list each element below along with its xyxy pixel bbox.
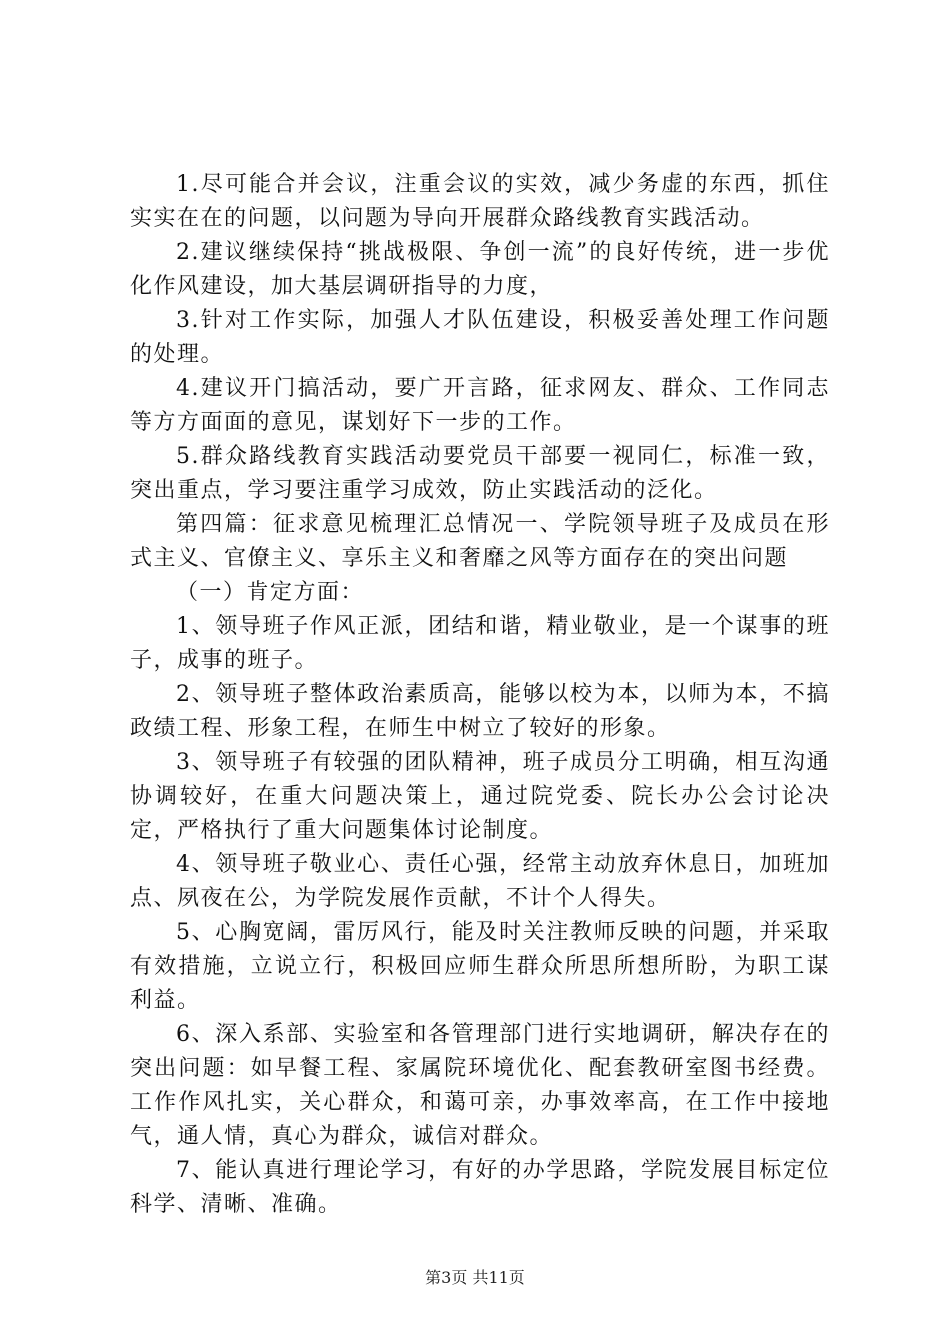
list-item-7: 7、能认真进行理论学习，有好的办学思路，学院发展目标定位科学、清晰、准确。 — [130, 1158, 830, 1217]
paragraph-5: 5.群众路线教育实践活动要党员干部要一视同仁，标准一致，突出重点，学习要注重学习成效，防止实践活动的泛化。 — [130, 444, 830, 503]
paragraph-2: 2.建议继续保持“挑战极限、争创一流”的良好传统，进一步优化作风建设，加大基层调研指导的力度， — [130, 240, 830, 299]
page-number-footer: 第3页 共11页 — [425, 1268, 525, 1287]
paragraph-1: 1.尽可能合并会议，注重会议的实效，减少务虚的东西，抓住实实在在的问题，以问题为导向开展群众路线教育实践活动。 — [130, 172, 830, 231]
list-item-5: 5、心胸宽阔，雷厉风行，能及时关注教师反映的问题，并采取有效措施，立说立行，积极回应师生群众所思所想所盼，为职工谋利益。 — [130, 920, 830, 1013]
list-item-6: 6、深入系部、实验室和各管理部门进行实地调研，解决存在的突出问题：如早餐工程、家属院环境优化、配套教研室图书经费。工作作风扎实，关心群众，和蔼可亲，办事效率高，在工作中接地气，通人情，真心为群众，诚信对群众。 — [130, 1022, 830, 1149]
list-item-3: 3、领导班子有较强的团队精神，班子成员分工明确，相互沟通协调较好，在重大问题决策上，通过院党委、院长办公会讨论决定，严格执行了重大问题集体讨论制度。 — [130, 750, 830, 843]
document-body — [130, 168, 830, 1222]
paragraph-3: 3.针对工作实际，加强人才队伍建设，积极妥善处理工作问题的处理。 — [130, 308, 830, 367]
list-item-4: 4、领导班子敬业心、责任心强，经常主动放弃休息日，加班加点、夙夜在公，为学院发展作贡献，不计个人得失。 — [130, 852, 830, 911]
paragraph-4: 4.建议开门搞活动，要广开言路，征求网友、群众、工作同志等方方面面的意见，谋划好下一步的工作。 — [130, 376, 830, 435]
subsection-heading: （一）肯定方面： — [176, 580, 365, 605]
list-item-1: 1、领导班子作风正派，团结和谐，精业敬业，是一个谋事的班子，成事的班子。 — [130, 614, 830, 673]
list-item-2: 2、领导班子整体政治素质高，能够以校为本，以师为本，不搞政绩工程、形象工程，在师生中树立了较好的形象。 — [130, 682, 830, 741]
section-heading: 第四篇：征求意见梳理汇总情况一、学院领导班子及成员在形式主义、官僚主义、享乐主义和奢靡之风等方面存在的突出问题 — [130, 512, 830, 571]
